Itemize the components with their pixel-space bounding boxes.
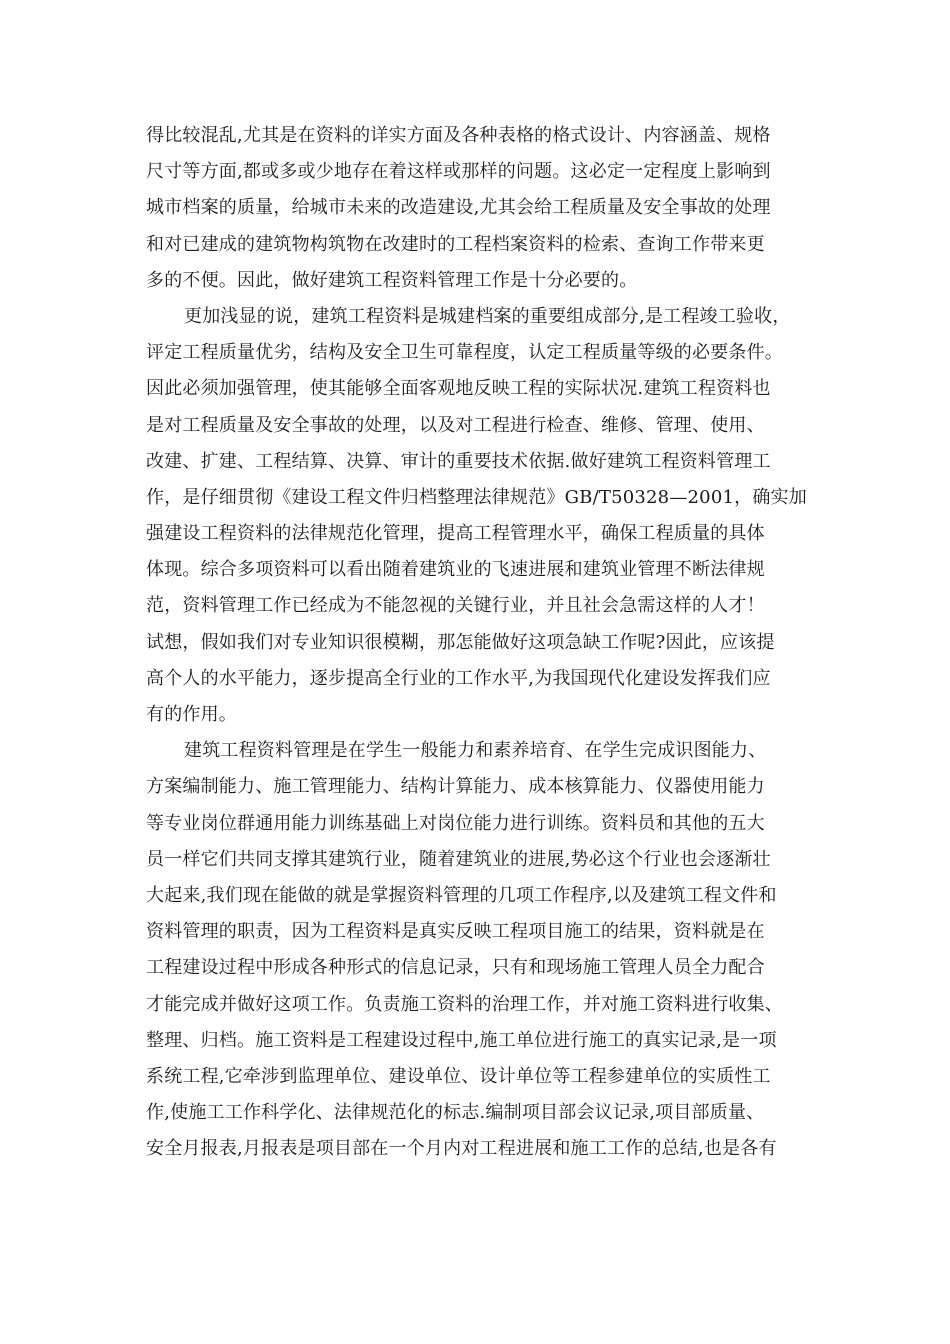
text-line: 资料管理的职责，因为工程资料是真实反映工程项目施工的结果，资料就是在 xyxy=(146,921,765,943)
text-line: 体现。综合多项资料可以看出随着建筑业的飞速进展和建筑业管理不断法律规 xyxy=(146,559,765,581)
text-line: 作，是仔细贯彻《建设工程文件归档整理法律规范》GB/T50328—2001，确实加 xyxy=(146,486,807,508)
text-line: 城市档案的质量，给城市未来的改造建设,尤其会给工程质量及安全事故的处理 xyxy=(146,197,771,219)
text-line: 工程建设过程中形成各种形式的信息记录，只有和现场施工管理人员全力配合 xyxy=(146,957,765,979)
text-line: 因此必须加强管理，使其能够全面客观地反映工程的实际状况.建筑工程资料也 xyxy=(146,378,771,400)
text-line: 尺寸等方面,都或多或少地存在着这样或那样的问题。这必定一定程度上影响到 xyxy=(146,161,771,183)
text-line: 改建、扩建、工程结算、决算、审计的重要技术依据.做好建筑工程资料管理工 xyxy=(146,450,771,472)
text-line: 整理、归档。施工资料是工程建设过程中,施工单位进行施工的真实记录,是一项 xyxy=(146,1029,777,1051)
text-line: 建筑工程资料管理是在学生一般能力和素养培育、在学生完成识图能力、 xyxy=(184,740,767,762)
text-line: 才能完成并做好这项工作。负责施工资料的治理工作，并对施工资料进行收集、 xyxy=(146,993,783,1015)
text-line: 试想，假如我们对专业知识很模糊，那怎能做好这项急缺工作呢?因此，应该提 xyxy=(146,631,775,653)
text-line: 得比较混乱,尤其是在资料的详实方面及各种表格的格式设计、内容涵盖、规格 xyxy=(146,125,771,146)
text-line: 强建设工程资料的法律规范化管理，提高工程管理水平，确保工程质量的具体 xyxy=(146,523,765,545)
body-text xyxy=(146,118,808,1167)
text-line: 员一样它们共同支撑其建筑行业，随着建筑业的进展,势必这个行业也会逐渐壮 xyxy=(146,848,771,870)
text-line: 有的作用。 xyxy=(146,704,237,725)
text-line: 作,使施工工作科学化、法律规范化的标志.编制项目部会议记录,项目部质量、 xyxy=(146,1102,765,1124)
text-line: 更加浅显的说，建筑工程资料是城建档案的重要组成部分,是工程竣工验收， xyxy=(184,305,791,327)
text-line: 大起来,我们现在能做的就是掌握资料管理的几项工作程序,以及建筑工程文件和 xyxy=(146,884,777,906)
text-line: 系统工程,它牵涉到监理单位、建设单位、设计单位等工程参建单位的实质性工 xyxy=(146,1065,771,1087)
text-line: 和对已建成的建筑物构筑物在改建时的工程档案资料的检索、查询工作带来更 xyxy=(146,233,765,255)
text-line: 安全月报表,月报表是项目部在一个月内对工程进展和施工工作的总结,也是各有 xyxy=(146,1138,777,1160)
text-line: 是对工程质量及安全事故的处理，以及对工程进行检查、维修、管理、使用、 xyxy=(146,414,765,436)
text-line: 评定工程质量优劣，结构及安全卫生可靠程度，认定工程质量等级的必要条件。 xyxy=(146,342,783,364)
text-line: 多的不便。因此，做好建筑工程资料管理工作是十分必要的。 xyxy=(146,269,638,291)
text-line: 高个人的水平能力，逐步提高全行业的工作水平,为我国现代化建设发挥我们应 xyxy=(146,667,771,689)
text-line: 等专业岗位群通用能力训练基础上对岗位能力进行训练。资料员和其他的五大 xyxy=(146,812,765,834)
text-line: 方案编制能力、施工管理能力、结构计算能力、成本核算能力、仪器使用能力 xyxy=(146,776,765,798)
text-line: 范，资料管理工作已经成为不能忽视的关键行业，并且社会急需这样的人才！ xyxy=(146,595,765,617)
